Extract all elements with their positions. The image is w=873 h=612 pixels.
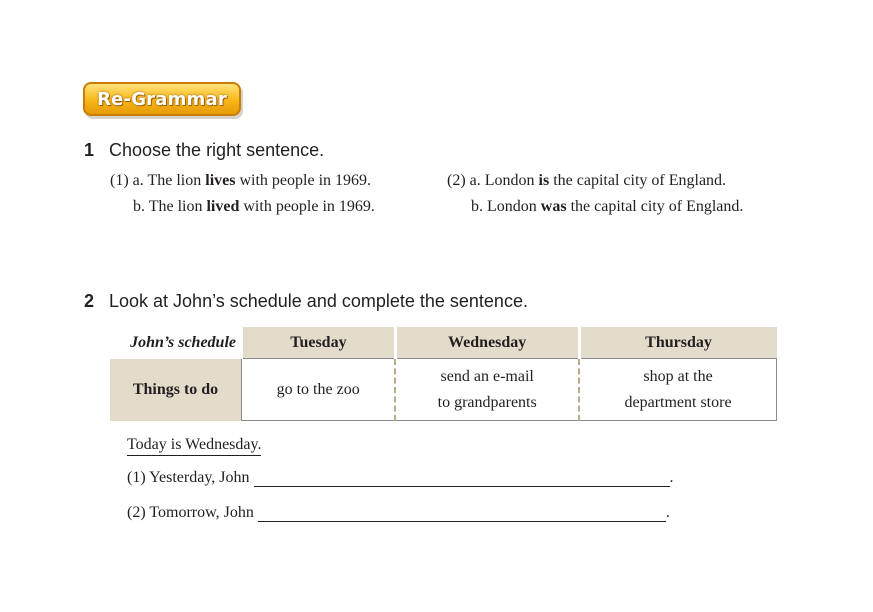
task-thursday [579, 359, 776, 421]
section-badge [83, 82, 241, 116]
option-text: London [487, 198, 537, 215]
question-1-instruction: Choose the right sentence. [109, 140, 325, 160]
sentence-period: . [665, 504, 670, 521]
option-text: with people in 1969. [239, 172, 372, 189]
question-1-number: 1 [84, 140, 95, 160]
question-2-heading [84, 291, 528, 312]
option-text: with people in 1969. [243, 198, 375, 215]
q1-item-1-label: (1) [110, 172, 129, 189]
schedule-title: John’s schedule [110, 327, 242, 359]
schedule-header-row [110, 327, 777, 359]
q1-item-1-option-a [110, 172, 371, 190]
question-1-heading [84, 140, 324, 161]
option-verb: is [538, 172, 550, 189]
section-badge-label: Re-Grammar [97, 88, 227, 110]
day-wednesday: Wednesday [395, 327, 579, 359]
task-text: to grandparents [437, 393, 537, 411]
task-text: send an e-mail [440, 367, 534, 385]
option-letter: b. [471, 198, 483, 215]
option-letter: b. [133, 198, 145, 215]
task-wednesday [395, 359, 579, 421]
blank-sentence-2 [127, 503, 670, 522]
q1-item-2-option-a [447, 172, 726, 190]
blank-sentence-1 [127, 468, 674, 487]
q1-item-2-option-b [471, 198, 743, 216]
q1-item-2-label: (2) [447, 172, 466, 189]
question-2-instruction: Look at John’s schedule and complete the sentence. [109, 291, 528, 311]
schedule-task-row [110, 359, 777, 421]
option-text: the capital city of England. [570, 198, 744, 215]
option-verb: was [540, 198, 567, 215]
option-text: the capital city of England. [553, 172, 727, 189]
answer-blank[interactable] [254, 468, 670, 487]
day-tuesday: Tuesday [242, 327, 396, 359]
schedule-table [110, 327, 777, 421]
blank-prompt: (2) Tomorrow, John [127, 504, 254, 521]
q1-item-1-option-b [133, 198, 375, 216]
task-text: go to the zoo [276, 380, 360, 398]
option-text: London [484, 172, 535, 189]
option-letter: a. [469, 172, 481, 189]
option-text: The lion [148, 198, 203, 215]
day-thursday: Thursday [579, 327, 776, 359]
question-2-number: 2 [84, 291, 95, 311]
things-to-do-label: Things to do [110, 359, 242, 421]
sentence-period: . [669, 469, 674, 486]
task-text: department store [624, 393, 732, 411]
blank-prompt: (1) Yesterday, John [127, 469, 250, 486]
option-text: The lion [147, 172, 202, 189]
option-verb: lived [206, 198, 240, 215]
option-verb: lives [205, 172, 236, 189]
today-statement: Today is Wednesday. [127, 435, 261, 456]
task-tuesday [242, 359, 396, 421]
option-letter: a. [132, 172, 144, 189]
task-text: shop at the [643, 367, 713, 385]
answer-blank[interactable] [258, 503, 666, 522]
